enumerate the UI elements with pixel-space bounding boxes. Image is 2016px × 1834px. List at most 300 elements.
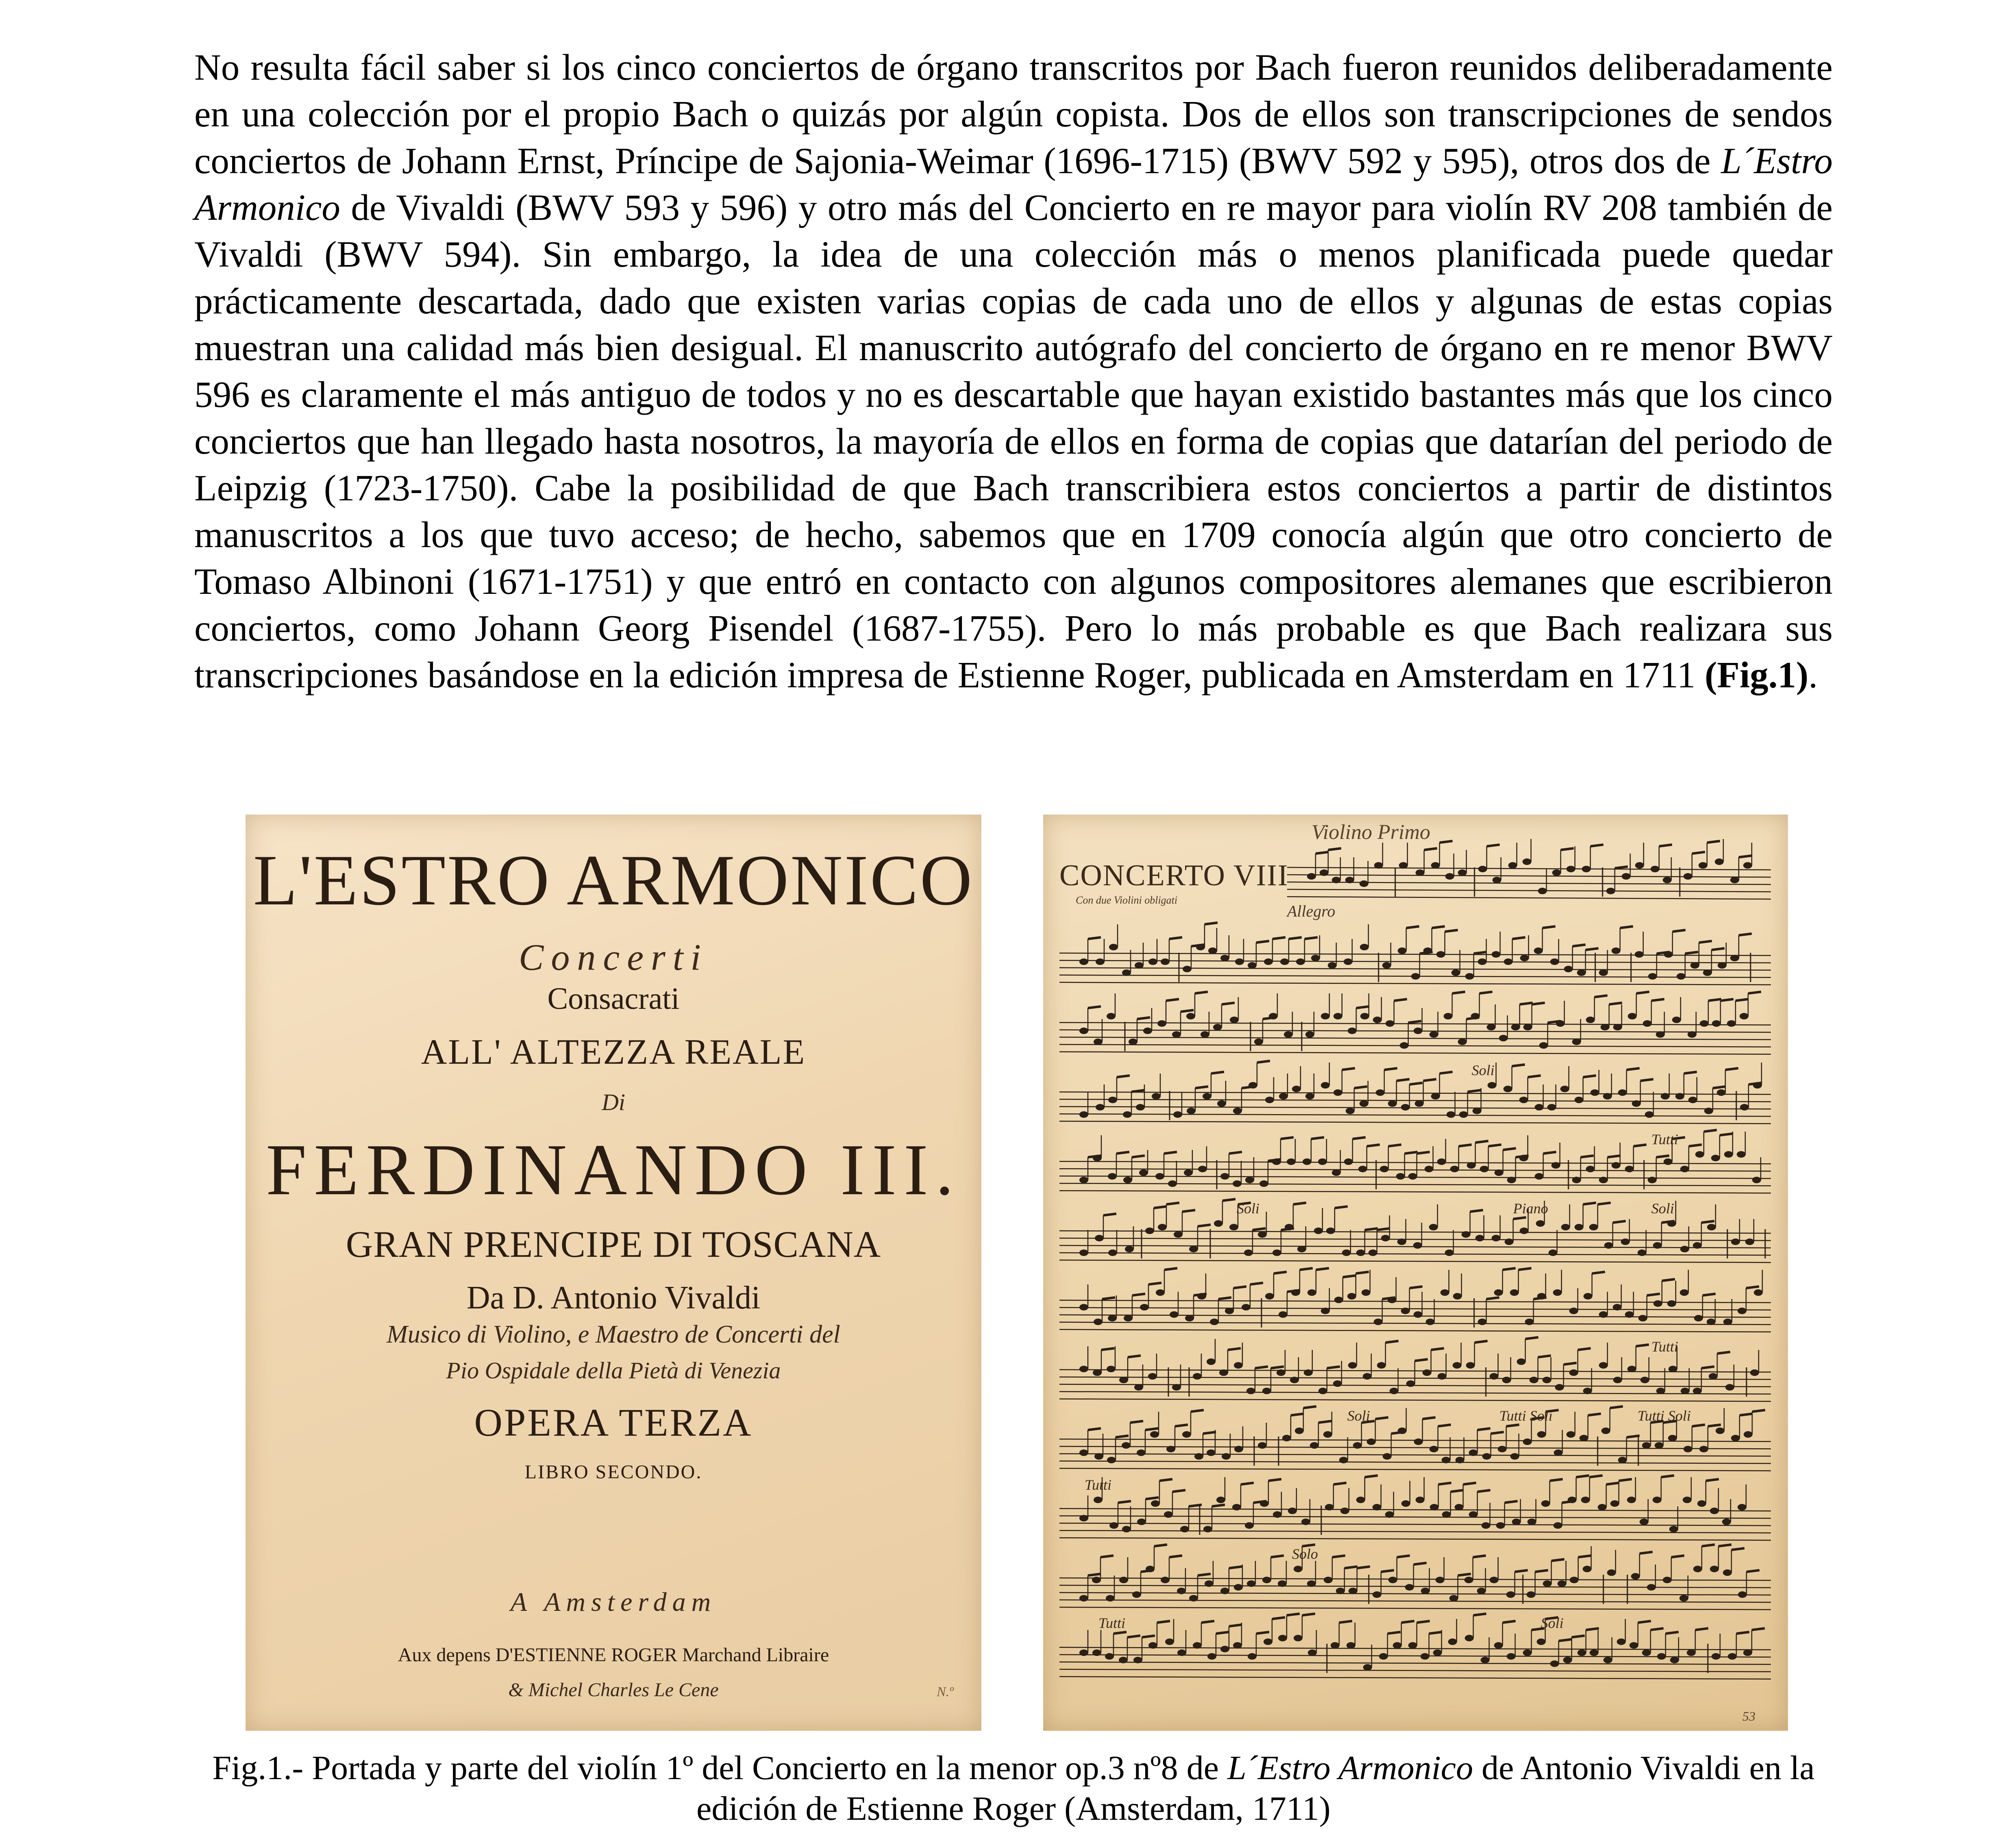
note-head	[1707, 1224, 1716, 1230]
note-head	[1277, 1369, 1285, 1376]
note-head	[1655, 1442, 1664, 1449]
note-head	[1424, 1166, 1433, 1172]
note-head	[1738, 1504, 1746, 1510]
note-head	[1177, 1649, 1186, 1656]
note-head	[1361, 1289, 1370, 1296]
note-head	[1617, 1638, 1626, 1645]
note-head	[1430, 1504, 1439, 1510]
note-head	[1376, 1089, 1385, 1096]
note-head	[1143, 1028, 1152, 1034]
note-head	[1478, 1319, 1487, 1325]
part-header: Violino Primo	[1311, 821, 1431, 844]
note-head	[1318, 1158, 1327, 1165]
note-head	[1499, 1035, 1508, 1041]
note-head	[1129, 1039, 1137, 1045]
note-head	[1459, 1111, 1468, 1118]
note-head	[1541, 1500, 1550, 1507]
note-head	[1296, 958, 1305, 965]
note-head	[1693, 1388, 1702, 1394]
note-head	[1570, 1577, 1579, 1583]
note-head	[1346, 1642, 1355, 1649]
note-head	[1151, 1500, 1160, 1507]
note-head	[1625, 1166, 1634, 1172]
note-head	[1079, 1249, 1088, 1256]
note-head	[1683, 1497, 1692, 1503]
note-head	[1166, 1446, 1175, 1452]
note-head	[1583, 1388, 1592, 1394]
note-head	[1333, 1013, 1342, 1019]
note-head	[1186, 1013, 1195, 1019]
note-head	[1627, 1497, 1636, 1503]
note-head	[1611, 1162, 1620, 1169]
note-head	[1743, 1649, 1752, 1656]
note-head	[1348, 1028, 1357, 1034]
note-head	[1157, 1020, 1166, 1027]
note-head	[1242, 1304, 1250, 1310]
note-head	[1172, 1384, 1181, 1391]
paragraph-text: No resulta fácil saber si los cinco conciertos de órgano transcritos por Bach fueron reunidos deliberadamente en una colección por el propio Bach o quizás por algún copista. Dos de ellos son transcripciones de sendos conciertos de Johann Ernst, Príncipe de Sajonia-Weimar (1696-1715) (BWV 592 y 595), otros dos de	[194, 47, 1833, 181]
note-head	[1310, 1442, 1319, 1449]
note-head	[1647, 1584, 1656, 1591]
dynamic-marking: Tutti	[1651, 1131, 1679, 1147]
note-head	[1416, 1497, 1424, 1503]
note-head	[1572, 1039, 1581, 1045]
note-head	[1688, 1031, 1696, 1038]
note-head	[1123, 1177, 1132, 1183]
note-head	[1638, 1315, 1647, 1321]
note-head	[1374, 1319, 1383, 1325]
note-head	[1235, 958, 1244, 965]
note-head	[1400, 1042, 1409, 1049]
note-head	[1523, 1439, 1532, 1445]
note-head	[1534, 947, 1543, 954]
note-head	[1700, 1020, 1709, 1027]
staff	[1059, 1268, 1771, 1332]
note-head	[1259, 1180, 1268, 1187]
note-head	[1607, 1569, 1616, 1576]
note-head	[1683, 1446, 1692, 1452]
note-head	[1537, 1293, 1546, 1299]
note-head	[1482, 1453, 1491, 1460]
note-head	[1507, 1177, 1516, 1183]
dynamic-marking: Soli	[1347, 1408, 1370, 1424]
title-line: Pio Ospidale della Pietà di Venezia	[446, 1357, 781, 1384]
note-head	[1435, 1577, 1444, 1583]
note-head	[1487, 1024, 1496, 1030]
note-head	[1469, 1511, 1478, 1518]
note-head	[1664, 951, 1673, 958]
note-head	[1388, 1100, 1397, 1107]
note-head	[1387, 1297, 1396, 1303]
note-head	[1653, 1242, 1662, 1249]
note-head	[1107, 1366, 1116, 1372]
note-head	[1122, 969, 1131, 976]
note-head	[1543, 1580, 1552, 1587]
note-head	[1413, 1242, 1422, 1249]
note-head	[1436, 951, 1445, 958]
note-head	[1566, 1431, 1575, 1438]
note-head	[1246, 1388, 1255, 1394]
note-head	[1109, 1522, 1118, 1529]
note-head	[1234, 1584, 1243, 1591]
note-head	[1155, 1173, 1164, 1180]
title-line: Concerti	[519, 937, 708, 978]
note-head	[1282, 1435, 1291, 1441]
staff	[1059, 923, 1771, 985]
note-head	[1680, 1246, 1689, 1252]
note-head	[1133, 1657, 1142, 1663]
note-head	[1704, 1108, 1713, 1114]
note-head	[1553, 1522, 1562, 1529]
note-head	[1461, 1231, 1470, 1238]
note-head	[1643, 1020, 1652, 1027]
note-head	[1523, 1024, 1532, 1030]
note-head	[1575, 1097, 1583, 1103]
note-head	[1247, 1580, 1256, 1587]
note-head	[1438, 1373, 1446, 1380]
note-head	[1622, 873, 1631, 880]
note-head	[1265, 1293, 1274, 1299]
dynamic-marking: Tutti Soli	[1499, 1408, 1553, 1424]
note-head	[1611, 947, 1620, 954]
note-head	[1344, 958, 1353, 965]
dynamic-marking: Soli	[1472, 1062, 1495, 1078]
note-head	[1625, 1311, 1634, 1318]
note-head	[1165, 1638, 1174, 1645]
note-head	[1107, 1457, 1116, 1463]
note-head	[1248, 962, 1257, 969]
note-head	[1679, 1595, 1688, 1601]
note-head	[1406, 1380, 1415, 1387]
note-head	[1183, 966, 1192, 972]
note-head	[1505, 1239, 1514, 1245]
note-head	[1107, 1013, 1116, 1019]
note-head	[1119, 1657, 1128, 1663]
note-head	[1431, 1093, 1440, 1100]
note-head	[1520, 1228, 1529, 1234]
note-head	[1414, 1439, 1423, 1445]
note-head	[1632, 1100, 1641, 1107]
note-head	[1173, 1111, 1182, 1118]
note-head	[1254, 1039, 1263, 1045]
note-head	[1358, 1166, 1367, 1172]
note-head	[1613, 1304, 1622, 1310]
note-head	[1522, 858, 1531, 865]
note-head	[1464, 1577, 1473, 1583]
note-head	[1712, 1653, 1720, 1660]
title-line: Consacrati	[547, 982, 680, 1016]
note-head	[1645, 1111, 1654, 1118]
note-head	[1145, 1228, 1154, 1234]
note-head	[1598, 1504, 1607, 1510]
body-paragraph	[194, 44, 1833, 698]
note-head	[1197, 1293, 1206, 1299]
note-head	[1339, 1457, 1348, 1463]
note-head	[1535, 1173, 1544, 1180]
note-head	[1174, 1231, 1183, 1238]
note-head	[1079, 1028, 1088, 1034]
note-head	[1677, 973, 1685, 980]
note-head	[1492, 951, 1501, 958]
note-head	[1287, 1158, 1296, 1165]
note-head	[1388, 1577, 1397, 1583]
note-head	[1502, 1377, 1511, 1383]
note-head	[1408, 1173, 1417, 1180]
note-head	[1304, 1369, 1313, 1376]
note-head	[1569, 1308, 1578, 1314]
note-head	[1710, 1566, 1719, 1572]
dynamic-marking: Tutti	[1651, 1339, 1679, 1355]
note-head	[1196, 944, 1205, 950]
note-head	[1311, 955, 1320, 961]
note-head	[1538, 888, 1547, 894]
note-head	[1496, 1522, 1505, 1529]
note-head	[1207, 1653, 1216, 1660]
note-head	[1108, 1173, 1117, 1180]
note-head	[1583, 1566, 1592, 1572]
note-head	[1466, 1362, 1475, 1369]
note-head	[1442, 1511, 1451, 1518]
note-head	[1184, 1169, 1193, 1176]
note-head	[1198, 1166, 1207, 1172]
note-head	[1230, 1017, 1239, 1023]
note-head	[1471, 1013, 1480, 1019]
note-head	[1264, 958, 1273, 965]
note-head	[1258, 1442, 1267, 1449]
note-head	[1709, 1373, 1718, 1380]
note-head	[1105, 1653, 1114, 1660]
note-head	[1740, 1013, 1749, 1019]
note-head	[1314, 1228, 1323, 1234]
note-head	[1381, 1235, 1390, 1241]
note-head	[1359, 1100, 1368, 1107]
note-head	[1431, 862, 1440, 869]
note-head	[1490, 1577, 1498, 1583]
note-head	[1326, 1228, 1335, 1234]
note-head	[1401, 1104, 1410, 1110]
note-head	[1743, 862, 1752, 869]
note-head	[1220, 1173, 1229, 1180]
note-head	[1333, 1089, 1342, 1096]
note-head	[1754, 1289, 1763, 1296]
page-corner-mark: N.º	[937, 1684, 954, 1699]
note-head	[1205, 1580, 1214, 1587]
note-head	[1599, 1311, 1608, 1318]
note-head	[1670, 1657, 1679, 1663]
note-head	[1583, 1293, 1592, 1299]
note-head	[1577, 969, 1586, 976]
note-head	[1414, 1311, 1422, 1318]
note-head	[1108, 1097, 1117, 1103]
note-head	[1508, 862, 1517, 869]
note-head	[1295, 1428, 1304, 1434]
note-head	[1332, 877, 1341, 883]
note-head	[1577, 1649, 1586, 1656]
note-head	[1398, 947, 1407, 954]
note-head	[1488, 1082, 1496, 1089]
note-head	[1730, 955, 1739, 961]
note-head	[1569, 1369, 1578, 1376]
note-head	[1506, 1591, 1515, 1598]
note-head	[1603, 1657, 1612, 1663]
note-head	[1321, 1082, 1330, 1089]
note-head	[1217, 1100, 1226, 1107]
note-head	[1444, 1013, 1453, 1019]
note-head	[1698, 862, 1707, 869]
title-line: GRAN PRENCIPE DI TOSCANA	[346, 1223, 881, 1265]
caption-title-italic: L´Estro Armonico	[1227, 1749, 1473, 1787]
note-head	[1731, 1239, 1740, 1245]
note-head	[1642, 1649, 1651, 1656]
note-head	[1272, 1158, 1281, 1165]
note-head	[1498, 1446, 1507, 1452]
note-head	[1422, 1369, 1431, 1376]
dynamic-marking: Piano	[1513, 1200, 1548, 1217]
note-head	[1618, 1089, 1627, 1096]
note-head	[1651, 866, 1659, 872]
note-head	[1563, 1657, 1572, 1663]
figure-reference: (Fig.1)	[1705, 654, 1809, 695]
note-head	[1554, 1449, 1563, 1456]
note-head	[1248, 1653, 1257, 1660]
note-head	[1664, 1158, 1672, 1165]
note-head	[1723, 1319, 1732, 1325]
note-head	[1158, 1224, 1167, 1230]
note-head	[1399, 862, 1408, 869]
note-head	[1122, 1442, 1131, 1449]
note-head	[1307, 1289, 1316, 1296]
note-head	[1152, 1093, 1161, 1100]
note-head	[1124, 1315, 1133, 1321]
note-head	[1429, 1224, 1438, 1230]
note-head	[1273, 1511, 1282, 1518]
note-head	[1280, 958, 1289, 965]
note-head	[1740, 1104, 1749, 1110]
note-head	[1537, 1638, 1546, 1645]
note-head	[1723, 1569, 1732, 1576]
note-head	[1393, 1642, 1402, 1649]
title-line: LIBRO SECONDO.	[524, 1461, 702, 1483]
dynamic-marking: Tutti	[1085, 1477, 1112, 1493]
title-line: L'ESTRO ARMONICO	[253, 840, 974, 920]
imprint-line: & Michel Charles Le Cene	[508, 1679, 719, 1701]
note-head	[1668, 1366, 1677, 1372]
note-head	[1628, 1013, 1637, 1019]
note-head	[1332, 1169, 1341, 1176]
note-head	[1137, 1519, 1146, 1525]
note-head	[1095, 1235, 1104, 1241]
note-head	[1560, 1086, 1569, 1092]
note-head	[1730, 877, 1739, 883]
note-head	[1695, 1151, 1704, 1158]
note-head	[1551, 1162, 1560, 1169]
note-head	[1353, 1442, 1362, 1449]
note-head	[1553, 1289, 1562, 1296]
note-head	[1504, 958, 1513, 965]
note-head	[1507, 1653, 1516, 1660]
note-head	[1480, 1166, 1489, 1172]
note-head	[1437, 1158, 1446, 1165]
note-head	[1294, 1635, 1303, 1641]
note-head	[1738, 1308, 1746, 1314]
note-head	[1657, 1653, 1666, 1660]
note-head	[1373, 1017, 1382, 1023]
note-head	[1207, 1358, 1216, 1365]
note-head	[1334, 1297, 1343, 1303]
note-head	[1156, 1289, 1165, 1296]
note-head	[1640, 1377, 1649, 1383]
note-head	[1744, 1431, 1753, 1438]
staff	[1059, 1061, 1771, 1123]
note-head	[1094, 1039, 1103, 1045]
note-head	[1481, 1522, 1490, 1529]
note-head	[1213, 1024, 1222, 1030]
note-head	[1405, 1584, 1414, 1591]
note-head	[1572, 1177, 1581, 1183]
note-head	[1455, 1457, 1464, 1463]
note-head	[1661, 1093, 1670, 1100]
note-head	[1220, 1646, 1229, 1652]
note-head	[1272, 1249, 1281, 1256]
note-head	[1136, 1104, 1145, 1110]
note-head	[1449, 1595, 1458, 1601]
note-head	[1328, 962, 1337, 969]
note-head	[1108, 1249, 1117, 1256]
note-head	[1234, 1362, 1243, 1369]
note-head	[1148, 958, 1157, 965]
note-head	[1284, 1031, 1293, 1038]
note-head	[1200, 1031, 1209, 1038]
caption-text: de Antonio Vivaldi en la edición de Estienne Roger (Amsterdam, 1711)	[696, 1749, 1815, 1827]
note-head	[1377, 1362, 1386, 1369]
note-head	[1324, 1577, 1333, 1583]
note-head	[1303, 1158, 1311, 1165]
note-head	[1264, 1638, 1272, 1645]
note-head	[1510, 1453, 1519, 1460]
note-head	[1093, 1155, 1102, 1161]
note-head	[1663, 877, 1672, 883]
note-head	[1390, 1388, 1398, 1394]
note-head	[1262, 1388, 1271, 1394]
note-head	[1656, 1388, 1665, 1394]
note-head	[1094, 1319, 1103, 1325]
note-head	[1344, 1158, 1353, 1165]
note-head	[1512, 1519, 1521, 1525]
note-head	[1525, 1319, 1534, 1325]
note-head	[1561, 1224, 1570, 1230]
note-head	[1234, 1446, 1243, 1452]
note-head	[1440, 1289, 1449, 1296]
note-head	[1262, 1577, 1271, 1583]
note-head	[1667, 1300, 1676, 1307]
note-head	[1207, 1449, 1216, 1456]
note-head	[1321, 1013, 1330, 1019]
note-head	[1694, 1315, 1703, 1321]
note-head	[1566, 866, 1575, 872]
note-head	[1550, 958, 1559, 965]
note-head	[1604, 1242, 1613, 1249]
note-head	[1396, 1173, 1405, 1180]
note-head	[1687, 1649, 1696, 1656]
dynamic-marking: Soli	[1541, 1615, 1564, 1631]
note-head	[1245, 1522, 1254, 1529]
note-head	[1233, 1642, 1242, 1649]
note-head	[1697, 1500, 1706, 1507]
note-head	[1656, 1031, 1665, 1038]
dynamic-marking: Soli	[1237, 1200, 1260, 1217]
note-head	[1669, 1526, 1678, 1532]
note-head	[1193, 1373, 1202, 1380]
